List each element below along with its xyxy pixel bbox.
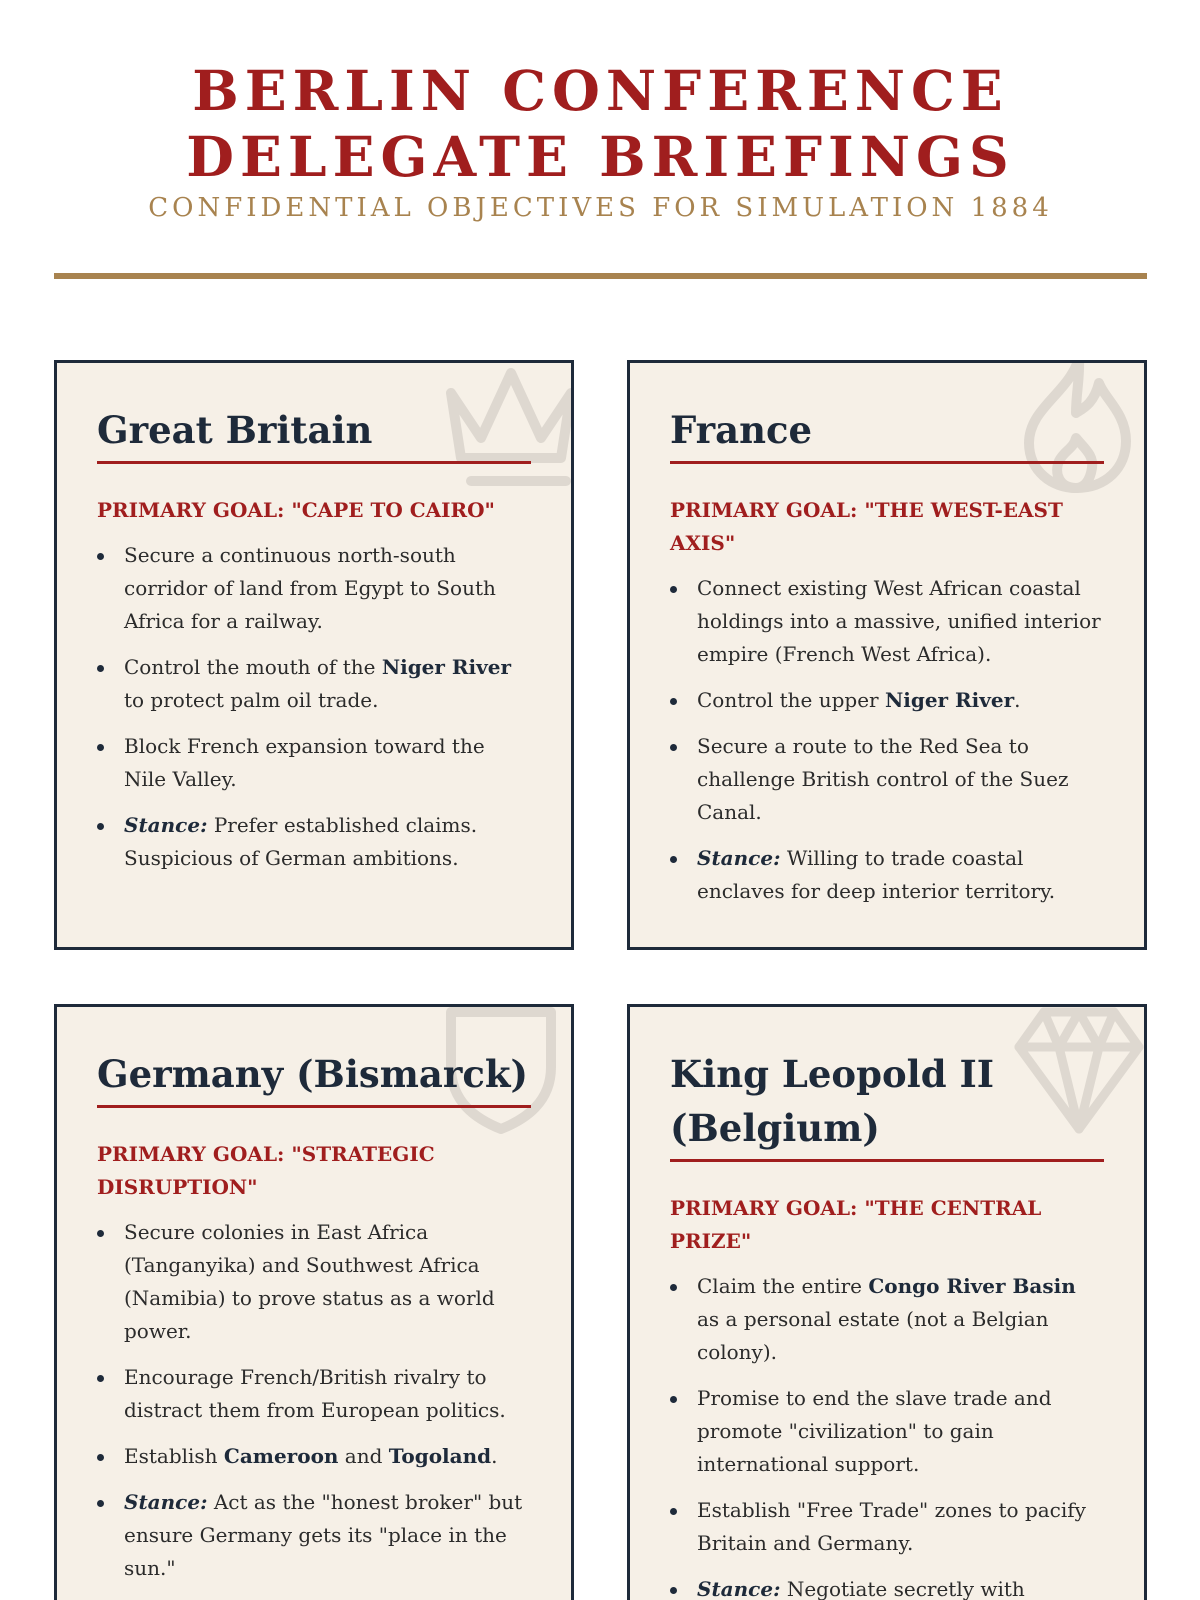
card-title: Germany (Bismarck): [97, 1047, 531, 1108]
primary-goal: PRIMARY GOAL: "THE CENTRAL PRIZE": [670, 1196, 1042, 1253]
objective-item: [97, 1440, 531, 1473]
card-title: Great Britain: [97, 403, 531, 464]
objective-text: to protect palm oil trade.: [124, 688, 379, 712]
briefing-header: [54, 0, 1147, 226]
objective-text: Claim the entire: [697, 1274, 869, 1298]
objective-text: Establish: [124, 1444, 224, 1468]
objective-text: Secure colonies in East Africa (Tanganyika) and Southwest Africa (Namibia) to prove status as a world power.: [124, 1220, 495, 1343]
header-divider: [54, 273, 1147, 279]
objective-item: [670, 1270, 1104, 1369]
objective-item: [97, 1486, 531, 1585]
objective-item: [97, 539, 531, 638]
objective-text: Connect existing West African coastal holdings into a massive, unified interior empire (French West Africa).: [697, 576, 1101, 666]
delegate-card-king-leopold: [627, 1004, 1147, 1600]
objective-item: [97, 1361, 531, 1427]
highlighted-term: Niger River: [884, 688, 1015, 712]
objective-item: [670, 1494, 1104, 1560]
highlighted-term: Niger River: [381, 655, 512, 679]
primary-goal: PRIMARY GOAL: "STRATEGIC DISRUPTION": [97, 1142, 435, 1199]
objective-list: [670, 572, 1104, 908]
objective-item: [97, 1216, 531, 1348]
primary-goal: PRIMARY GOAL: "CAPE TO CAIRO": [97, 498, 495, 522]
stance-label: Stance:: [697, 1577, 781, 1600]
objective-list: [97, 1216, 531, 1585]
objective-text: Establish "Free Trade" zones to pacify Britain and Germany.: [697, 1498, 1086, 1555]
highlighted-term: Cameroon: [223, 1444, 339, 1468]
page-subtitle: CONFIDENTIAL OBJECTIVES FOR SIMULATION 1884: [148, 193, 1053, 223]
stance-label: Stance:: [697, 846, 781, 870]
objective-text: Secure a continuous north-south corridor of land from Egypt to South Africa for a railway.: [124, 543, 496, 633]
highlighted-term: Congo River Basin: [868, 1274, 1076, 1298]
objective-item: [97, 809, 531, 875]
objective-item: [670, 1573, 1104, 1600]
objective-text: Prefer established claims. Suspicious of German ambitions.: [124, 813, 478, 870]
objective-text: Negotiate secretly with: [780, 1577, 1025, 1600]
highlighted-term: Togoland: [388, 1444, 492, 1468]
objective-item: [670, 572, 1104, 671]
stance-label: Stance:: [124, 1490, 208, 1514]
objective-item: [670, 1382, 1104, 1481]
delegate-card-germany: [54, 1004, 574, 1600]
stance-label: Stance:: [124, 813, 208, 837]
objective-list: [97, 539, 531, 875]
objective-text: as a personal estate (not a Belgian colony).: [697, 1307, 1049, 1364]
objective-text: Block French expansion toward the Nile Valley.: [124, 734, 485, 791]
objective-text: Secure a route to the Red Sea to challenge British control of the Suez Canal.: [697, 734, 1069, 824]
objective-text: .: [1014, 688, 1021, 712]
objective-item: [670, 684, 1104, 717]
objective-text: and: [338, 1444, 389, 1468]
objective-text: Act as the "honest broker" but ensure Germany gets its "place in the sun.": [124, 1490, 523, 1580]
objective-text: Promise to end the slave trade and promote "civilization" to gain international support.: [697, 1386, 1052, 1476]
objective-item: [97, 730, 531, 796]
delegate-card-france: [627, 360, 1147, 950]
page-title: BERLIN CONFERENCE DELEGATE BRIEFINGS: [186, 58, 1015, 189]
card-title: France: [670, 403, 1104, 464]
objective-list: [670, 1270, 1104, 1600]
objective-item: [97, 651, 531, 717]
objective-text: Willing to trade coastal enclaves for deep interior territory.: [697, 846, 1056, 903]
objective-text: Control the upper: [697, 688, 885, 712]
objective-item: [670, 730, 1104, 829]
objective-text: Control the mouth of the: [124, 655, 382, 679]
objective-item: [670, 842, 1104, 908]
objective-text: Encourage French/British rivalry to distract them from European politics.: [124, 1365, 506, 1422]
delegate-card-great-britain: [54, 360, 574, 950]
primary-goal: PRIMARY GOAL: "THE WEST-EAST AXIS": [670, 498, 1063, 555]
card-title: King Leopold II (Belgium): [670, 1047, 1104, 1162]
objective-text: .: [491, 1444, 498, 1468]
